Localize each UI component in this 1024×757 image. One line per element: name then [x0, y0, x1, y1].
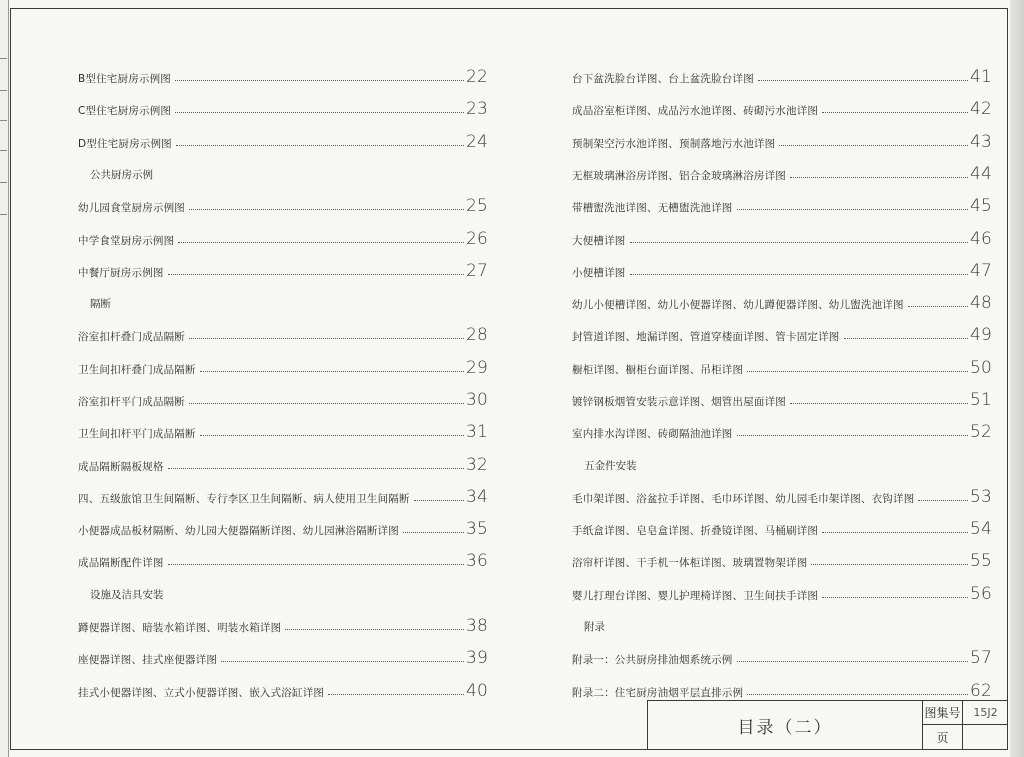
toc-entry-title: 台下盆洗脸台详图、台上盆洗脸台详图 — [572, 73, 754, 85]
toc-section-heading: 附录 — [584, 621, 605, 633]
toc-entry[interactable] — [78, 415, 488, 441]
toc-dot-leader — [737, 209, 968, 210]
toc-page-number: 23 — [465, 99, 488, 119]
toc-entry[interactable] — [78, 480, 488, 506]
toc-entry-title: 带槽盥洗池详图、无槽盥洗池详图 — [572, 202, 733, 214]
toc-dot-leader — [737, 435, 968, 436]
toc-section-heading: 五金件安装 — [584, 460, 637, 472]
toc-page-number: 36 — [465, 551, 488, 571]
toc-page-number: 57 — [969, 648, 992, 668]
toc-page-number: 40 — [465, 681, 488, 701]
toc-dot-leader — [178, 242, 464, 243]
toc-entry[interactable] — [572, 577, 992, 603]
toc-dot-leader — [822, 532, 968, 533]
toc-entry-title: 婴儿打理台详图、婴儿护理椅详图、卫生间扶手详图 — [572, 590, 819, 602]
toc-page-number: 35 — [465, 519, 488, 539]
toc-dot-leader — [168, 468, 464, 469]
toc-section-heading: 隔断 — [90, 298, 111, 310]
toc-dot-leader — [175, 112, 464, 113]
toc-entry[interactable] — [78, 189, 488, 215]
toc-entry[interactable] — [572, 383, 992, 409]
toc-dot-leader — [414, 500, 464, 501]
toc-page-number: 47 — [969, 261, 992, 281]
toc-dot-leader — [285, 629, 464, 630]
toc-entry-title: 中餐厅厨房示例图 — [78, 267, 164, 279]
toc-entry[interactable] — [78, 125, 488, 151]
toc-entry-title: 挂式小便器详图、立式小便器详图、嵌入式浴缸详图 — [78, 687, 325, 699]
toc-entry-title: 四、五级旅馆卫生间隔断、专行李区卫生间隔断、病人使用卫生间隔断 — [78, 493, 410, 505]
toc-entry-title: 预制架空污水池详图、预制落地污水池详图 — [572, 138, 776, 150]
toc-page-number: 44 — [969, 164, 992, 184]
title-block — [647, 700, 1008, 750]
toc-dot-leader — [747, 694, 968, 695]
toc-entry[interactable] — [572, 415, 992, 441]
toc-entry[interactable] — [78, 222, 488, 248]
toc-entry-title: 小便槽详图 — [572, 267, 626, 279]
toc-entry-title: 封管道详图、地漏详图、管道穿楼面详图、管卡固定详图 — [572, 331, 840, 343]
margin-tick — [0, 90, 7, 91]
toc-entry-title: 附录二：住宅厨房油烟平层直排示例 — [572, 687, 744, 699]
toc-dot-leader — [779, 145, 968, 146]
toc-entry-title: 幼儿园食堂厨房示例图 — [78, 202, 185, 214]
toc-page-number: 55 — [969, 551, 992, 571]
title-block-grid — [922, 701, 1009, 749]
toc-entry-title: 中学食堂厨房示例图 — [78, 235, 175, 247]
toc-page-number: 39 — [465, 648, 488, 668]
toc-page-number: 38 — [465, 616, 488, 636]
toc-dot-leader — [844, 338, 968, 339]
toc-entry[interactable] — [572, 674, 992, 700]
toc-entry[interactable] — [572, 222, 992, 248]
toc-entry[interactable] — [78, 383, 488, 409]
toc-dot-leader — [908, 306, 968, 307]
toc-entry[interactable] — [78, 641, 488, 667]
toc-dot-leader — [200, 371, 464, 372]
toc-dot-leader — [221, 661, 464, 662]
toc-entry[interactable] — [572, 189, 992, 215]
toc-entry-title: 大便槽详图 — [572, 235, 626, 247]
toc-entry-title: 室内排水沟详图、砖砌隔油池详图 — [572, 428, 733, 440]
toc-entry[interactable] — [78, 92, 488, 118]
toc-dot-leader — [630, 274, 968, 275]
toc-dot-leader — [328, 694, 464, 695]
toc-entry[interactable] — [78, 544, 488, 570]
toc-page-number: 50 — [969, 358, 992, 378]
toc-dot-leader — [176, 145, 464, 146]
toc-page-number: 45 — [969, 196, 992, 216]
toc-entry[interactable] — [78, 351, 488, 377]
toc-page-number: 62 — [969, 681, 992, 701]
scan-edge-shadow — [1010, 0, 1024, 757]
toc-entry-title: 毛巾架详图、浴盆拉手详图、毛巾环详图、幼儿园毛巾架详图、衣钩详图 — [572, 493, 915, 505]
margin-tick — [0, 182, 7, 183]
toc-entry[interactable] — [572, 125, 992, 151]
toc-dot-leader — [168, 274, 464, 275]
toc-entry[interactable] — [572, 60, 992, 86]
toc-dot-leader — [189, 338, 464, 339]
toc-page-number: 29 — [465, 358, 488, 378]
toc-entry-title: 浴室扣杆叠门成品隔断 — [78, 331, 185, 343]
toc-entry[interactable] — [572, 480, 992, 506]
toc-entry-title: 橱柜详图、橱柜台面详图、吊柜详图 — [572, 364, 744, 376]
toc-entry[interactable] — [572, 318, 992, 344]
margin-tick — [0, 58, 7, 59]
toc-entry-title: 镀锌钢板烟管安装示意详图、烟管出屋面详图 — [572, 396, 786, 408]
toc-page-number: 28 — [465, 325, 488, 345]
toc-entry-title: 座便器详图、挂式座便器详图 — [78, 654, 218, 666]
toc-entry-title: 卫生间扣杆叠门成品隔断 — [78, 364, 196, 376]
toc-entry-title: 蹲便器详图、暗装水箱详图、明装水箱详图 — [78, 622, 282, 634]
toc-entry[interactable] — [572, 351, 992, 377]
binding-margin — [0, 0, 9, 757]
toc-dot-leader — [175, 80, 464, 81]
toc-page-number: 30 — [465, 390, 488, 410]
margin-tick — [0, 150, 7, 151]
toc-page-number: 41 — [969, 67, 992, 87]
toc-page-number: 22 — [465, 67, 488, 87]
toc-page-number: 31 — [465, 422, 488, 442]
toc-page-number: 32 — [465, 455, 488, 475]
toc-page-number: 49 — [969, 325, 992, 345]
toc-dot-leader — [200, 435, 464, 436]
toc-page-number: 25 — [465, 196, 488, 216]
toc-entry-title: 小便器成品板材隔断、幼儿园大便器隔断详图、幼儿园淋浴隔断详图 — [78, 525, 399, 537]
page-value — [963, 725, 1008, 749]
toc-entry-title: C型住宅厨房示例图 — [78, 105, 172, 117]
toc-section-heading: 设施及洁具安装 — [90, 589, 164, 601]
drawing-frame — [10, 8, 1008, 750]
toc-dot-leader — [747, 371, 968, 372]
toc-entry[interactable] — [572, 254, 992, 280]
toc-entry[interactable] — [78, 318, 488, 344]
toc-page-number: 52 — [969, 422, 992, 442]
toc-dot-leader — [189, 209, 464, 210]
toc-dot-leader — [918, 500, 968, 501]
toc-page-number: 43 — [969, 132, 992, 152]
toc-dot-leader — [790, 177, 968, 178]
toc-entry[interactable] — [572, 544, 992, 570]
toc-entry-title: 成品浴室柜详图、成品污水池详图、砖砌污水池详图 — [572, 105, 819, 117]
toc-page-number: 48 — [969, 293, 992, 313]
toc-entry-title: 成品隔断配件详图 — [78, 557, 164, 569]
toc-entry[interactable] — [572, 512, 992, 538]
toc-entry-title: 浴帘杆详图、干手机一体柜详图、玻璃置物架详图 — [572, 557, 808, 569]
toc-dot-leader — [630, 242, 968, 243]
toc-page-number: 24 — [465, 132, 488, 152]
toc-entry[interactable] — [572, 157, 992, 183]
toc-dot-leader — [168, 564, 464, 565]
toc-entry[interactable] — [78, 254, 488, 280]
toc-entry[interactable] — [78, 512, 488, 538]
toc-dot-leader — [811, 564, 968, 565]
toc-entry-title: 附录一：公共厨房排油烟系统示例 — [572, 654, 733, 666]
toc-dot-leader — [189, 403, 464, 404]
toc-dot-leader — [403, 532, 464, 533]
toc-page-number: 53 — [969, 487, 992, 507]
margin-tick — [0, 214, 7, 215]
toc-page-number: 42 — [969, 99, 992, 119]
toc-entry[interactable] — [572, 92, 992, 118]
toc-entry-title: 成品隔断隔板规格 — [78, 461, 164, 473]
toc-entry-title: 浴室扣杆平门成品隔断 — [78, 396, 185, 408]
toc-dot-leader — [790, 403, 968, 404]
page-label: 页 — [923, 725, 963, 749]
toc-dot-leader — [822, 597, 968, 598]
toc-section-heading: 公共厨房示例 — [90, 169, 153, 181]
toc-entry[interactable] — [572, 641, 992, 667]
margin-tick — [0, 120, 7, 121]
toc-page-number: 26 — [465, 229, 488, 249]
toc-entry-title: B型住宅厨房示例图 — [78, 73, 172, 85]
toc-dot-leader — [822, 112, 968, 113]
toc-entry-title: 卫生间扣杆平门成品隔断 — [78, 428, 196, 440]
toc-page-number: 54 — [969, 519, 992, 539]
toc-page-number: 27 — [465, 261, 488, 281]
sheet-title: 目录（二） — [737, 717, 833, 738]
toc-entry[interactable] — [572, 286, 992, 312]
atlas-number-value: 15J2 — [963, 701, 1008, 725]
toc-dot-leader — [758, 80, 968, 81]
toc-entry[interactable] — [78, 674, 488, 700]
toc-dot-leader — [737, 661, 968, 662]
toc-entry-title: 无框玻璃淋浴房详图、铝合金玻璃淋浴房详图 — [572, 170, 786, 182]
toc-entry[interactable] — [78, 609, 488, 635]
toc-page-number: 51 — [969, 390, 992, 410]
toc-entry[interactable] — [78, 60, 488, 86]
toc-page-number: 46 — [969, 229, 992, 249]
toc-entry-title: 幼儿小便槽详图、幼儿小便器详图、幼儿蹲便器详图、幼儿盥洗池详图 — [572, 299, 904, 311]
toc-page-number: 56 — [969, 584, 992, 604]
toc-entry-title: 手纸盒详图、皂皂盒详图、折叠镜详图、马桶刷详图 — [572, 525, 819, 537]
toc-entry[interactable] — [78, 448, 488, 474]
toc-entry-title: D型住宅厨房示例图 — [78, 138, 172, 150]
atlas-number-label: 图集号 — [923, 701, 963, 725]
toc-page-number: 34 — [465, 487, 488, 507]
